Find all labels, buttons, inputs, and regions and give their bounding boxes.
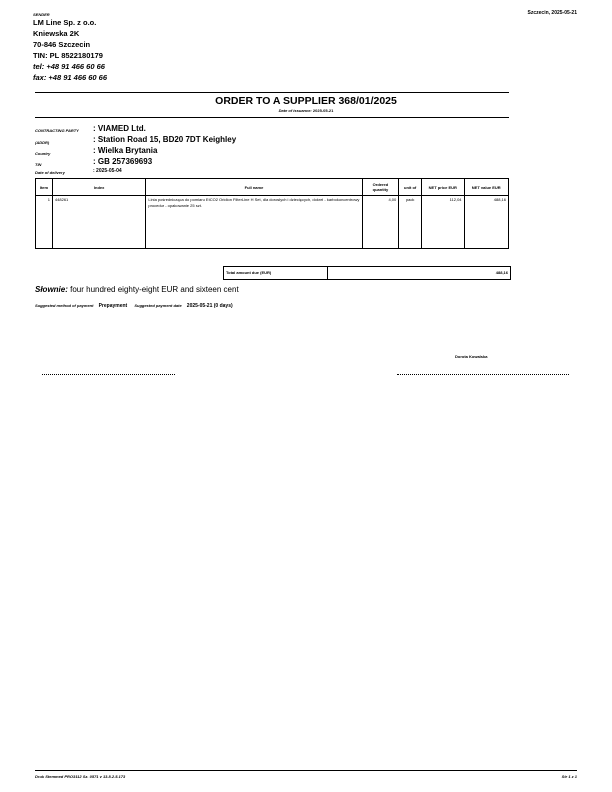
issuance-label: Date of issuance:	[278, 108, 312, 113]
signature-line-left	[42, 374, 175, 375]
issuance-date: 2025-05-21	[312, 108, 334, 113]
row-price: 112,04	[422, 196, 464, 249]
sender-label: SENDER	[33, 12, 50, 17]
contracting-party-name: : VIAMED Ltd.	[93, 124, 146, 133]
row-unit: pack	[399, 196, 422, 249]
row-index: 448261	[52, 196, 145, 249]
col-item: Item	[36, 179, 53, 196]
sender-city: 70-846 Szczecin	[33, 40, 91, 49]
page-title: ORDER TO A SUPPLIER 368/01/2025	[215, 95, 397, 107]
table-row	[36, 196, 509, 249]
sender-fax: fax: +48 91 466 60 66	[33, 73, 108, 82]
title-rule	[35, 92, 509, 93]
row-full-name: Linia pośrednicząca do pomiaru EtCO2 Oridion FilterLine H Set, dla dorosłych i dziecięcych, dokrel - karbokoncentrowy procedur - opakowanie 25 szt.	[146, 196, 362, 249]
col-index: Index	[52, 179, 145, 196]
date-place: Szczecin, 2025-05-21	[527, 10, 577, 16]
country-label: Country	[35, 151, 51, 156]
address-label: (ADDR)	[35, 140, 50, 145]
sender-tin: TIN: PL 8522180179	[33, 51, 103, 60]
signature-name: Dorota Kowalska	[455, 354, 488, 359]
payment-date: 2025-05-21 (0 days)	[186, 303, 233, 309]
tin-label: TIN	[35, 162, 42, 167]
words-label: Słownie:	[35, 285, 68, 294]
payment-line	[35, 303, 233, 309]
col-full-name: Full name	[146, 179, 362, 196]
total-value: 488,16	[495, 270, 508, 275]
col-unit: unit of	[399, 179, 422, 196]
row-qty: 4,00	[362, 196, 399, 249]
sender-block	[33, 17, 107, 83]
row-item: 1	[36, 196, 53, 249]
payment-date-label: Suggested payment date	[134, 303, 182, 308]
footer-left: Druk Stemmed PRO3112 Sz. 0571 v 13.8.2.5.173	[35, 774, 126, 779]
address-value: : Station Road 15, BD20 7DT Keighley	[93, 135, 237, 144]
items-table	[35, 178, 509, 249]
sender-tel: tel: +48 91 466 60 66	[33, 62, 105, 71]
sender-street: Kniewska 2K	[33, 29, 80, 38]
amount-in-words	[35, 285, 239, 294]
tin-value: : GB 257369693	[93, 157, 153, 166]
col-ordered-qty: Ordered quantity	[362, 179, 399, 196]
contracting-party-label: CONTRACTING PARTY	[35, 128, 79, 133]
footer-page: Str 1 z 1	[561, 774, 577, 779]
footer-rule	[35, 770, 577, 771]
delivery-value: : 2025-05-04	[93, 168, 122, 174]
sender-name: LM Line Sp. z o.o.	[33, 18, 97, 27]
title-rule-bottom	[35, 117, 509, 118]
delivery-label: Date of delivery	[35, 170, 65, 175]
col-net-price: NET price EUR	[422, 179, 464, 196]
row-value: 488,16	[464, 196, 508, 249]
col-net-value: NET value EUR	[464, 179, 508, 196]
signature-line-right	[397, 374, 569, 375]
words-value: four hundred eighty-eight EUR and sixteen cent	[70, 285, 239, 294]
payment-method-label: Suggested method of payment	[35, 303, 94, 308]
table-header-row	[36, 179, 509, 196]
payment-method: Prepayment	[98, 303, 128, 309]
issuance-line	[35, 108, 577, 113]
total-box	[223, 266, 511, 280]
country-value: : Wielka Brytania	[93, 146, 158, 155]
total-label: Total amount due (EUR)	[224, 267, 328, 279]
